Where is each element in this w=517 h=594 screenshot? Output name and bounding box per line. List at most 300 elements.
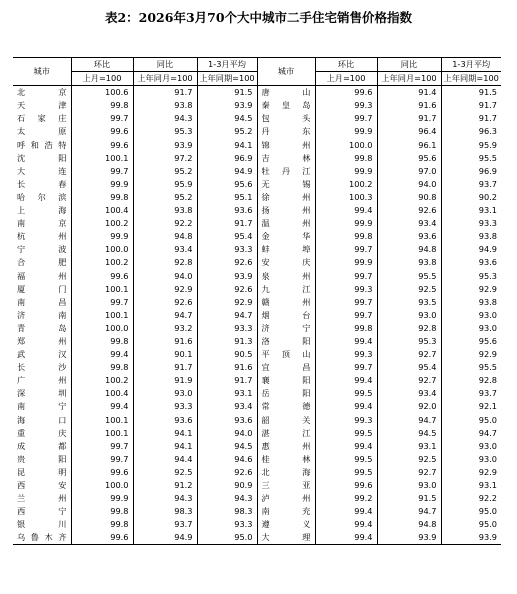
right-ytd-value: 93.1 [478,480,497,490]
right-city-name: 赣州 [257,296,315,309]
left-ytd-value: 95.0 [197,531,257,545]
table-row [13,414,501,427]
right-mom-value: 99.4 [315,505,377,518]
right-city-name: 常德 [257,400,315,413]
left-yoy-value: 91.7 [133,361,197,374]
left-ytd-value: 93.6 [197,414,257,427]
header-ytd-base-right: 上年同期=100 [441,72,501,86]
left-mom-value: 100.0 [71,243,133,256]
left-mom-value: 99.6 [71,270,133,283]
table-row [13,374,501,387]
left-mom-value: 99.6 [71,125,133,138]
right-mom-value: 99.5 [315,427,377,440]
right-city-name: 丹东 [257,125,315,138]
left-mom-value: 99.9 [71,178,133,191]
header-ytd-right: 1-3月平均 [441,58,501,72]
right-ytd-value: 91.7 [478,113,497,124]
right-city-name: 三亚 [257,479,315,492]
left-ytd-value: 92.6 [197,466,257,479]
left-mom-value: 99.8 [71,505,133,518]
left-mom-value: 100.1 [71,427,133,440]
left-yoy-value: 93.8 [133,99,197,112]
left-yoy-value: 93.6 [133,414,197,427]
header-city-left: 城市 [13,58,71,86]
left-mom-value: 99.7 [71,165,133,178]
left-ytd-value: 93.9 [197,99,257,112]
table-row [13,204,501,217]
right-mom-value: 99.9 [315,256,377,269]
right-city-name: 九江 [257,283,315,296]
right-mom-value: 99.5 [315,466,377,479]
left-city-name: 南京 [13,217,71,230]
left-mom-value: 100.1 [71,414,133,427]
table-row [13,440,501,453]
left-mom-value: 100.4 [71,204,133,217]
left-city-name: 兰州 [13,492,71,505]
right-yoy-value: 93.8 [377,256,441,269]
right-mom-value: 99.3 [315,283,377,296]
left-mom-value: 100.2 [71,374,133,387]
right-city-name: 洛阳 [257,335,315,348]
right-city-name: 济宁 [257,322,315,335]
table-row [13,400,501,413]
right-yoy-value: 92.5 [377,283,441,296]
right-ytd-value: 93.0 [478,322,497,333]
right-yoy-value: 95.4 [377,361,441,374]
left-ytd-value: 96.9 [197,152,257,165]
left-yoy-value: 93.2 [133,322,197,335]
right-ytd-value: 92.9 [478,349,497,360]
right-yoy-value: 91.7 [377,112,441,125]
left-yoy-value: 92.9 [133,283,197,296]
table-row [13,112,501,125]
right-mom-value: 99.3 [315,99,377,112]
right-city-name: 襄阳 [257,374,315,387]
left-city-name: 郑州 [13,335,71,348]
left-city-name: 杭州 [13,230,71,243]
table-row [13,518,501,531]
right-mom-value: 100.3 [315,191,377,204]
left-city-name: 昆明 [13,466,71,479]
table-row [13,309,501,322]
left-city-name: 海口 [13,414,71,427]
right-yoy-value: 94.0 [377,178,441,191]
table-row [13,387,501,400]
right-city-name: 唐山 [257,86,315,100]
left-city-name: 成都 [13,440,71,453]
left-yoy-value: 92.6 [133,296,197,309]
left-ytd-value: 92.6 [197,256,257,269]
right-city-name: 岳阳 [257,387,315,400]
right-city-name: 徐州 [257,191,315,204]
left-city-name: 青岛 [13,322,71,335]
left-city-name: 北京 [13,86,71,100]
right-yoy-value: 93.1 [377,440,441,453]
right-yoy-value: 95.5 [377,270,441,283]
header-mom-left: 环比 [71,58,133,72]
right-ytd-value: 90.2 [478,191,497,202]
right-mom-value: 99.2 [315,492,377,505]
left-yoy-value: 91.6 [133,335,197,348]
left-mom-value: 99.6 [71,531,133,545]
table-row [13,139,501,152]
right-yoy-value: 95.6 [377,152,441,165]
right-mom-value: 99.7 [315,270,377,283]
left-mom-value: 100.4 [71,387,133,400]
right-ytd-value: 96.3 [478,126,497,137]
right-ytd-value: 95.3 [478,270,497,281]
header-mom-right: 环比 [315,58,377,72]
right-mom-value: 99.4 [315,518,377,531]
right-city-name: 包头 [257,112,315,125]
left-mom-value: 99.9 [71,492,133,505]
left-ytd-value: 91.6 [197,361,257,374]
right-mom-value: 100.0 [315,139,377,152]
header-ytd-base-left: 上年同期=100 [197,72,257,86]
right-mom-value: 99.6 [315,86,377,100]
left-ytd-value: 92.6 [197,283,257,296]
right-yoy-value: 91.4 [377,86,441,100]
left-yoy-value: 95.3 [133,125,197,138]
left-yoy-value: 95.2 [133,165,197,178]
left-yoy-value: 93.0 [133,387,197,400]
right-yoy-value: 93.6 [377,230,441,243]
right-yoy-value: 91.6 [377,99,441,112]
left-ytd-value: 93.3 [197,518,257,531]
right-ytd-value: 93.7 [478,388,497,399]
right-yoy-value: 92.7 [377,348,441,361]
left-mom-value: 100.2 [71,256,133,269]
left-mom-value: 100.0 [71,322,133,335]
left-yoy-value: 91.2 [133,479,197,492]
left-city-name: 上海 [13,204,71,217]
table-row [13,335,501,348]
right-ytd-value: 95.0 [478,519,497,530]
right-mom-value: 99.9 [315,217,377,230]
table-row [13,230,501,243]
left-mom-value: 99.6 [71,466,133,479]
right-mom-value: 99.7 [315,296,377,309]
right-mom-value: 99.5 [315,387,377,400]
left-ytd-value: 93.3 [197,243,257,256]
right-mom-value: 99.9 [315,125,377,138]
left-city-name: 哈尔滨 [13,191,71,204]
left-ytd-value: 93.9 [197,270,257,283]
left-city-name: 乌鲁木齐 [13,531,71,545]
right-ytd-value: 92.8 [478,375,497,386]
right-mom-value: 99.4 [315,531,377,545]
right-yoy-value: 92.5 [377,453,441,466]
header-ytd-left: 1-3月平均 [197,58,257,72]
right-yoy-value: 92.6 [377,204,441,217]
right-yoy-value: 93.0 [377,309,441,322]
right-yoy-value: 96.4 [377,125,441,138]
header-city-right: 城市 [257,58,315,86]
left-yoy-value: 97.2 [133,152,197,165]
left-ytd-value: 95.1 [197,191,257,204]
right-city-name: 金华 [257,230,315,243]
right-ytd-value: 92.9 [478,466,497,477]
right-ytd-value: 95.6 [478,335,497,346]
left-city-name: 太原 [13,125,71,138]
right-ytd-value: 93.8 [478,231,497,242]
table-row [13,86,501,100]
header-yoy-right: 同比 [377,58,441,72]
table-row [13,322,501,335]
left-ytd-value: 93.4 [197,400,257,413]
left-mom-value: 99.8 [71,518,133,531]
table-row [13,178,501,191]
right-ytd-value: 96.9 [478,165,497,176]
left-mom-value: 100.2 [71,217,133,230]
right-mom-value: 99.7 [315,112,377,125]
table-row [13,270,501,283]
table-row [13,283,501,296]
left-yoy-value: 95.9 [133,178,197,191]
right-yoy-value: 93.4 [377,217,441,230]
left-ytd-value: 91.7 [197,374,257,387]
left-mom-value: 100.1 [71,309,133,322]
left-city-name: 石家庄 [13,112,71,125]
right-mom-value: 99.4 [315,204,377,217]
table-row [13,125,501,138]
table-row [13,466,501,479]
left-yoy-value: 94.7 [133,309,197,322]
right-mom-value: 99.4 [315,374,377,387]
right-mom-value: 99.3 [315,414,377,427]
right-ytd-value: 92.1 [478,401,497,412]
right-city-name: 南充 [257,505,315,518]
left-ytd-value: 92.9 [197,296,257,309]
right-mom-value: 99.3 [315,348,377,361]
right-mom-value: 99.7 [315,243,377,256]
right-ytd-value: 92.9 [478,283,497,294]
right-mom-value: 99.4 [315,400,377,413]
table-row [13,256,501,269]
left-yoy-value: 92.2 [133,217,197,230]
right-yoy-value: 92.7 [377,374,441,387]
left-ytd-value: 94.5 [197,440,257,453]
left-yoy-value: 93.7 [133,518,197,531]
right-mom-value: 99.7 [315,361,377,374]
left-ytd-value: 94.6 [197,453,257,466]
left-yoy-value: 90.1 [133,348,197,361]
right-yoy-value: 96.1 [377,139,441,152]
left-mom-value: 99.8 [71,191,133,204]
right-city-name: 温州 [257,217,315,230]
left-yoy-value: 98.3 [133,505,197,518]
left-yoy-value: 95.2 [133,191,197,204]
left-city-name: 宁波 [13,243,71,256]
right-ytd-value: 93.0 [478,440,497,451]
right-mom-value: 99.6 [315,479,377,492]
table-row [13,191,501,204]
right-mom-value: 99.8 [315,322,377,335]
right-ytd-value: 95.0 [478,506,497,517]
right-city-name: 桂林 [257,453,315,466]
left-yoy-value: 94.1 [133,427,197,440]
right-city-name: 蚌埠 [257,243,315,256]
left-yoy-value: 91.9 [133,374,197,387]
table-row [13,243,501,256]
left-city-name: 福州 [13,270,71,283]
left-ytd-value: 95.2 [197,125,257,138]
right-ytd-value: 91.5 [478,87,497,98]
table-row [13,165,501,178]
left-mom-value: 99.4 [71,400,133,413]
table-row [13,99,501,112]
right-ytd-value: 95.5 [478,362,497,373]
header-yoy-base-left: 上年同月=100 [133,72,197,86]
right-yoy-value: 90.8 [377,191,441,204]
right-ytd-value: 93.0 [478,309,497,320]
right-mom-value: 99.4 [315,440,377,453]
table-row [13,361,501,374]
right-yoy-value: 93.0 [377,479,441,492]
right-ytd-value: 91.7 [478,100,497,111]
left-mom-value: 99.7 [71,112,133,125]
right-mom-value: 100.2 [315,178,377,191]
table-row [13,427,501,440]
table-row [13,492,501,505]
left-ytd-value: 93.6 [197,204,257,217]
left-city-name: 西安 [13,479,71,492]
left-yoy-value: 94.0 [133,270,197,283]
left-city-name: 呼和浩特 [13,139,71,152]
left-ytd-value: 90.9 [197,479,257,492]
table-row [13,348,501,361]
left-city-name: 合肥 [13,256,71,269]
left-yoy-value: 93.8 [133,204,197,217]
right-yoy-value: 91.5 [377,492,441,505]
right-yoy-value: 92.8 [377,322,441,335]
right-city-name: 平顶山 [257,348,315,361]
right-ytd-value: 93.0 [478,453,497,464]
right-city-name: 宜昌 [257,361,315,374]
right-ytd-value: 92.2 [478,493,497,504]
table-row [13,453,501,466]
left-yoy-value: 94.3 [133,492,197,505]
left-yoy-value: 94.3 [133,112,197,125]
left-city-name: 广州 [13,374,71,387]
left-mom-value: 100.1 [71,283,133,296]
header-mom-base-right: 上月=100 [315,72,377,86]
right-ytd-value: 93.6 [478,257,497,268]
left-yoy-value: 94.4 [133,453,197,466]
left-mom-value: 99.7 [71,440,133,453]
left-ytd-value: 95.6 [197,178,257,191]
right-city-name: 安庆 [257,256,315,269]
left-ytd-value: 90.5 [197,348,257,361]
left-ytd-value: 94.5 [197,112,257,125]
left-city-name: 武汉 [13,348,71,361]
left-mom-value: 99.8 [71,361,133,374]
left-city-name: 深圳 [13,387,71,400]
table-title: 表2：2026年3月70个大中城市二手住宅销售价格指数 [104,10,413,25]
left-ytd-value: 95.4 [197,230,257,243]
right-ytd-value: 94.9 [478,244,497,255]
left-city-name: 贵阳 [13,453,71,466]
right-city-name: 扬州 [257,204,315,217]
right-ytd-value: 93.8 [478,296,497,307]
left-city-name: 重庆 [13,427,71,440]
right-yoy-value: 94.7 [377,414,441,427]
left-ytd-value: 91.5 [197,86,257,100]
right-ytd-value: 95.5 [478,152,497,163]
right-ytd-value: 93.9 [441,531,501,545]
right-yoy-value: 97.0 [377,165,441,178]
left-ytd-value: 93.1 [197,387,257,400]
header-mom-base-left: 上月=100 [71,72,133,86]
right-mom-value: 99.4 [315,335,377,348]
right-mom-value: 99.8 [315,152,377,165]
right-ytd-value: 93.7 [478,178,497,189]
table-row [13,505,501,518]
table-body [13,86,501,545]
right-city-name: 遵义 [257,518,315,531]
right-mom-value: 99.7 [315,309,377,322]
left-ytd-value: 94.7 [197,309,257,322]
right-yoy-value: 94.7 [377,505,441,518]
right-city-name: 北海 [257,466,315,479]
table-row [13,217,501,230]
price-index-table [13,57,501,545]
right-yoy-value: 93.4 [377,387,441,400]
right-yoy-value: 92.7 [377,466,441,479]
right-city-name: 秦皇岛 [257,99,315,112]
left-ytd-value: 94.3 [197,492,257,505]
right-city-name: 锦州 [257,139,315,152]
left-mom-value: 100.0 [71,479,133,492]
header-yoy-left: 同比 [133,58,197,72]
right-city-name: 泸州 [257,492,315,505]
left-city-name: 沈阳 [13,152,71,165]
right-city-name: 惠州 [257,440,315,453]
right-yoy-value: 94.8 [377,243,441,256]
table-row [13,152,501,165]
left-yoy-value: 92.8 [133,256,197,269]
left-city-name: 长沙 [13,361,71,374]
right-ytd-value: 95.9 [478,139,497,150]
right-yoy-value: 92.0 [377,400,441,413]
table-row [13,531,501,545]
left-city-name: 大连 [13,165,71,178]
left-mom-value: 99.6 [71,139,133,152]
left-ytd-value: 98.3 [197,505,257,518]
table-row [13,479,501,492]
right-city-name: 牡丹江 [257,165,315,178]
left-mom-value: 100.6 [71,86,133,100]
right-ytd-value: 94.7 [478,427,497,438]
right-city-name: 大理 [257,531,315,545]
left-yoy-value: 94.9 [133,531,197,545]
right-mom-value: 99.5 [315,453,377,466]
left-ytd-value: 94.1 [197,139,257,152]
left-mom-value: 99.4 [71,348,133,361]
right-yoy-value: 95.3 [377,335,441,348]
left-city-name: 济南 [13,309,71,322]
table-row [13,296,501,309]
left-yoy-value: 92.5 [133,466,197,479]
right-ytd-value: 95.0 [478,414,497,425]
left-city-name: 西宁 [13,505,71,518]
left-mom-value: 100.1 [71,152,133,165]
left-city-name: 天津 [13,99,71,112]
left-city-name: 南昌 [13,296,71,309]
header-yoy-base-right: 上年同月=100 [377,72,441,86]
left-mom-value: 99.7 [71,453,133,466]
right-yoy-value: 93.9 [377,531,441,545]
